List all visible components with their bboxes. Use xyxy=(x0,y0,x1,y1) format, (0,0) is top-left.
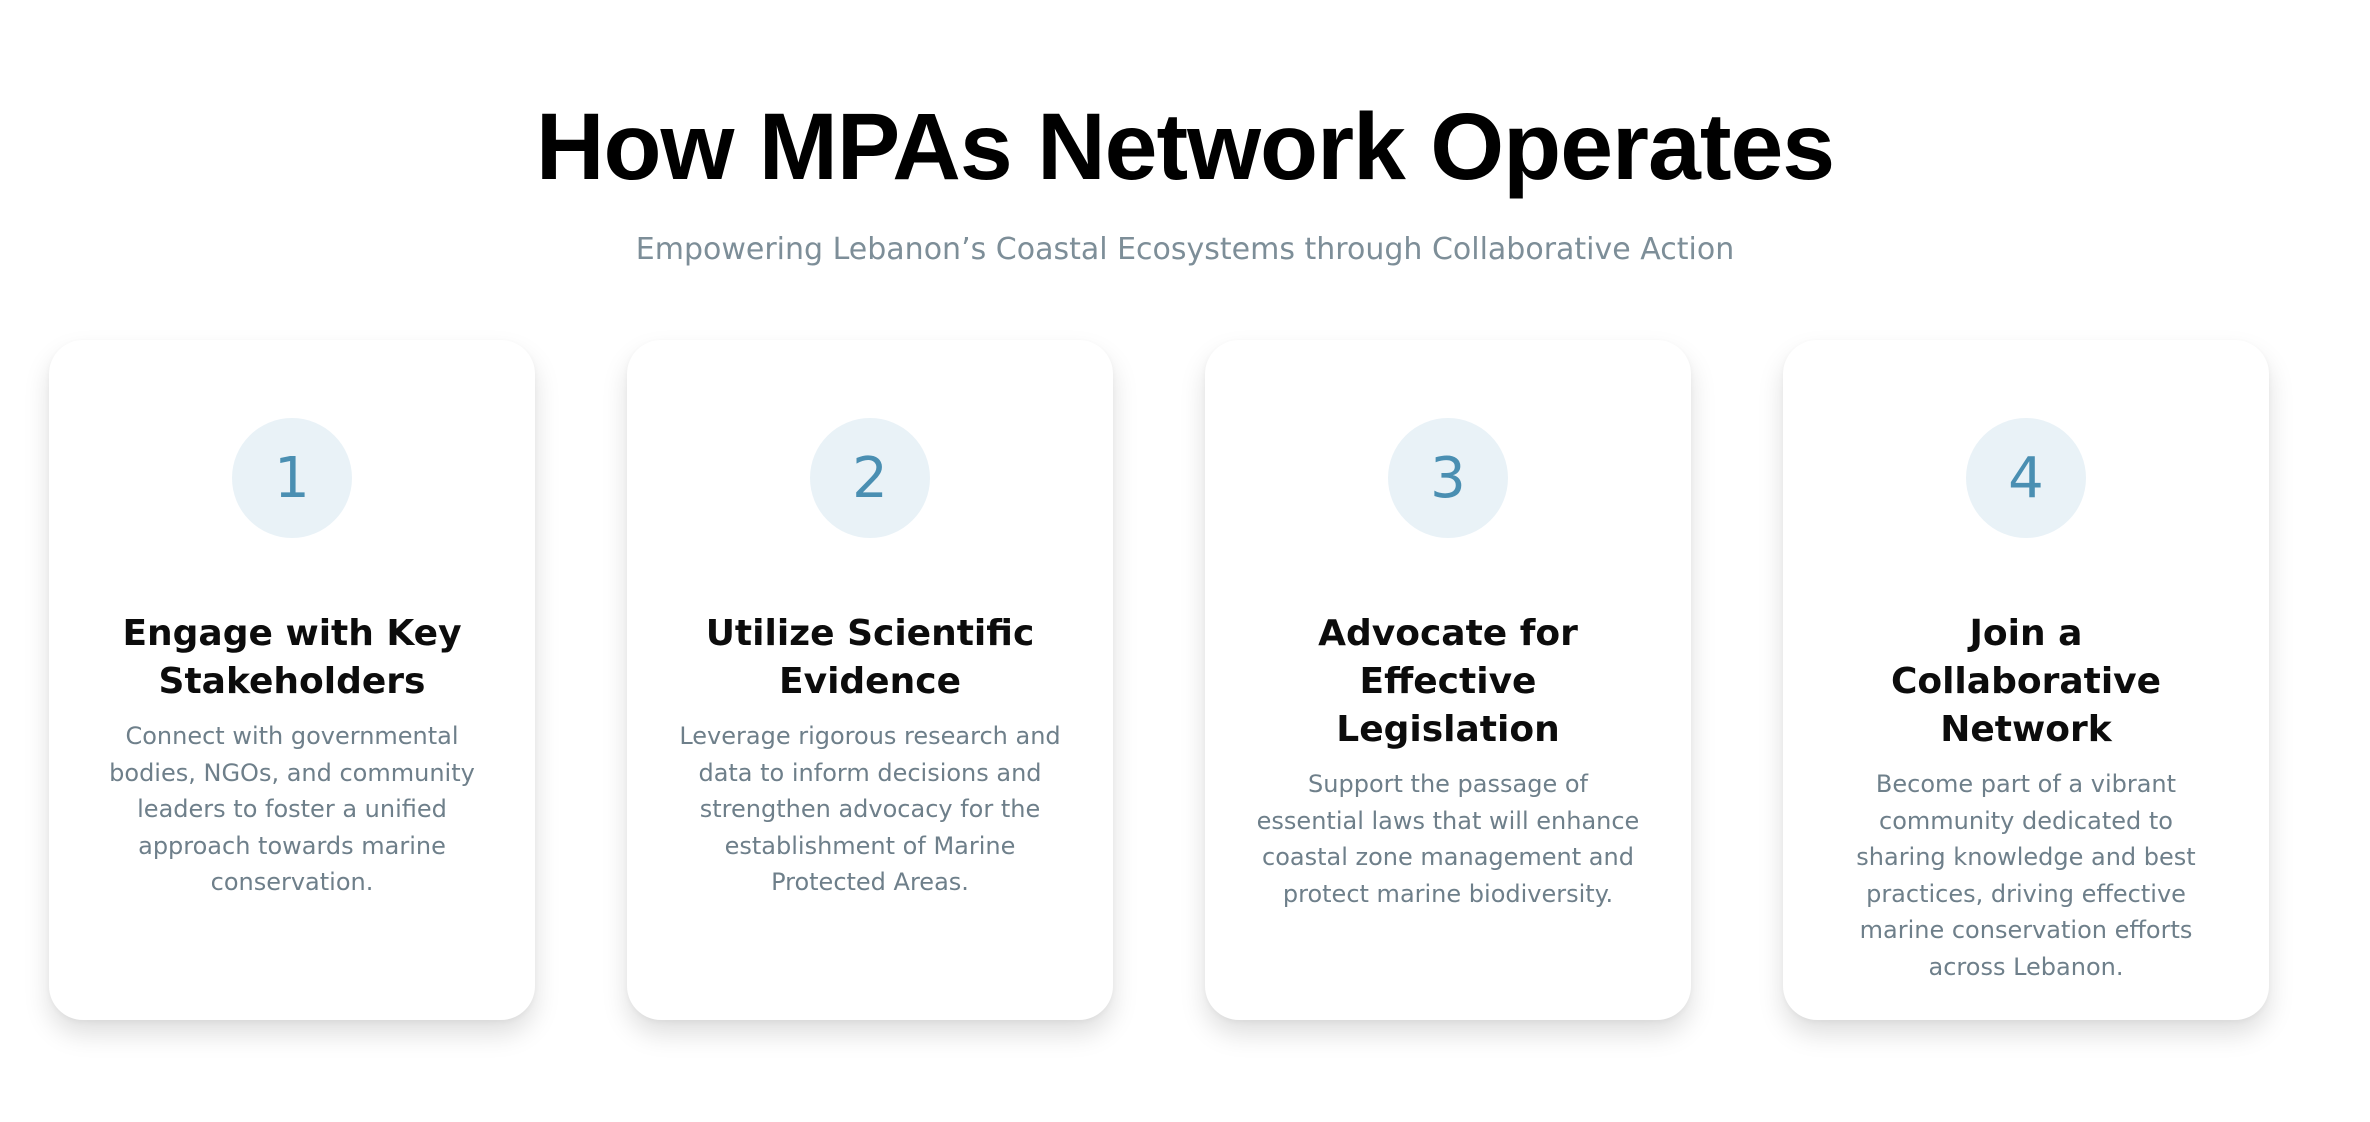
step-number-badge: 2 xyxy=(810,418,930,538)
step-content xyxy=(677,610,1063,901)
step-title: Utilize Scientific Evidence xyxy=(705,613,1035,702)
step-card-3 xyxy=(1205,340,1691,1020)
step-description: Connect with governmental bodies, NGOs, and community leaders to foster a unified approach towards marine conservation. xyxy=(109,722,475,896)
step-description: Leverage rigorous research and data to inform decisions and strengthen advocacy for the establishment of Marine Protected Areas. xyxy=(679,722,1061,896)
step-card-1 xyxy=(49,340,535,1020)
step-content xyxy=(99,610,485,901)
step-number-badge: 4 xyxy=(1966,418,2086,538)
step-card-4 xyxy=(1783,340,2269,1020)
page-subtitle: Empowering Lebanon’s Coastal Ecosystems through Collaborative Action xyxy=(635,232,1735,267)
step-description: Support the passage of essential laws that will enhance coastal zone management and protect marine biodiversity. xyxy=(1256,770,1640,908)
step-number-badge: 3 xyxy=(1388,418,1508,538)
step-title: Advocate for Effective Legislation xyxy=(1318,613,1578,750)
step-description: Become part of a vibrant community dedicated to sharing knowledge and best practices, driving effective marine conservation efforts across Lebanon. xyxy=(1856,770,2196,981)
step-title: Engage with Key Stakeholders xyxy=(122,613,462,702)
step-content xyxy=(1255,610,1641,912)
step-number-badge: 1 xyxy=(232,418,352,538)
step-card-2 xyxy=(627,340,1113,1020)
steps-list xyxy=(49,340,2321,1020)
page-title: How MPAs Network Operates xyxy=(535,94,1835,200)
step-title: Join a Collaborative Network xyxy=(1890,613,2162,750)
step-content xyxy=(1833,610,2219,985)
